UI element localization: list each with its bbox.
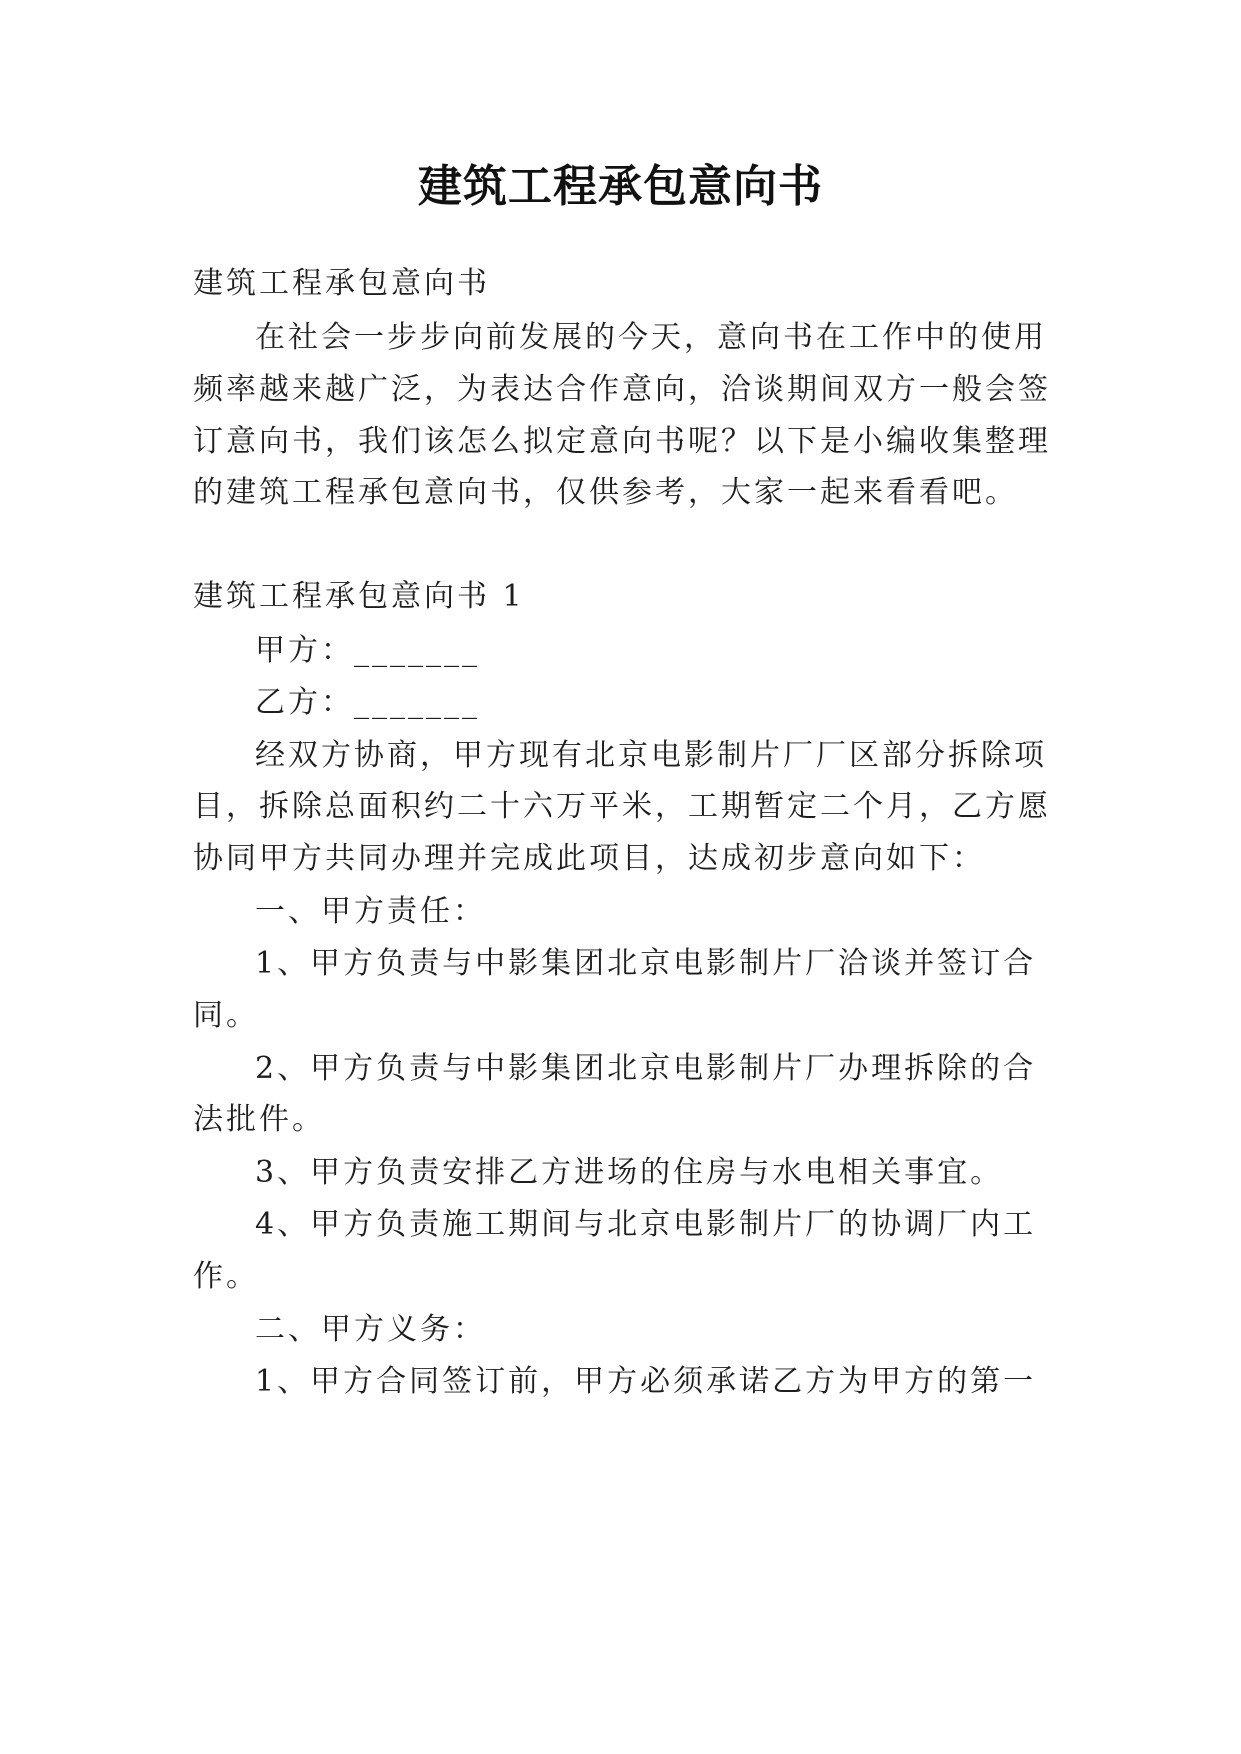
responsibility-item-continuation: 作。 xyxy=(193,1259,259,1294)
section-title: 建筑工程承包意向书 1 xyxy=(193,579,525,614)
responsibility-item: 3、甲方负责安排乙方进场的住房与水电相关事宜。 xyxy=(255,1155,1004,1190)
document-title: 建筑工程承包意向书 xyxy=(418,161,823,212)
responsibility-item-continuation: 法批件。 xyxy=(193,1102,325,1137)
intro-line: 的建筑工程承包意向书，仅供参考，大家一起来看看吧。 xyxy=(193,475,1018,510)
document-heading: 建筑工程承包意向书 xyxy=(193,266,490,301)
responsibility-item: 2、甲方负责与中影集团北京电影制片厂办理拆除的合 xyxy=(255,1051,1037,1086)
obligation-item: 1、甲方合同签订前，甲方必须承诺乙方为甲方的第一 xyxy=(255,1364,1037,1399)
intro-line: 订意向书，我们该怎么拟定意向书呢？以下是小编收集整理 xyxy=(193,424,1051,459)
negotiation-line: 经双方协商，甲方现有北京电影制片厂厂区部分拆除项 xyxy=(255,738,1047,773)
negotiation-line: 协同甲方共同办理并完成此项目，达成初步意向如下： xyxy=(193,841,985,876)
intro-line: 在社会一步步向前发展的今天，意向书在工作中的使用 xyxy=(255,320,1047,355)
responsibility-item: 1、甲方负责与中影集团北京电影制片厂洽谈并签订合 xyxy=(255,946,1037,981)
negotiation-line: 目，拆除总面积约二十六万平米，工期暂定二个月，乙方愿 xyxy=(193,789,1051,824)
party-b-field: 乙方：_______ xyxy=(255,685,480,720)
responsibility-item: 4、甲方负责施工期间与北京电影制片厂的协调厂内工 xyxy=(255,1207,1037,1242)
responsibility-heading: 一、甲方责任： xyxy=(255,894,486,929)
party-a-field: 甲方：_______ xyxy=(255,633,480,668)
responsibility-item-continuation: 同。 xyxy=(193,998,259,1033)
obligation-heading: 二、甲方义务： xyxy=(255,1312,486,1347)
intro-line: 频率越来越广泛，为表达合作意向，洽谈期间双方一般会签 xyxy=(193,372,1051,407)
